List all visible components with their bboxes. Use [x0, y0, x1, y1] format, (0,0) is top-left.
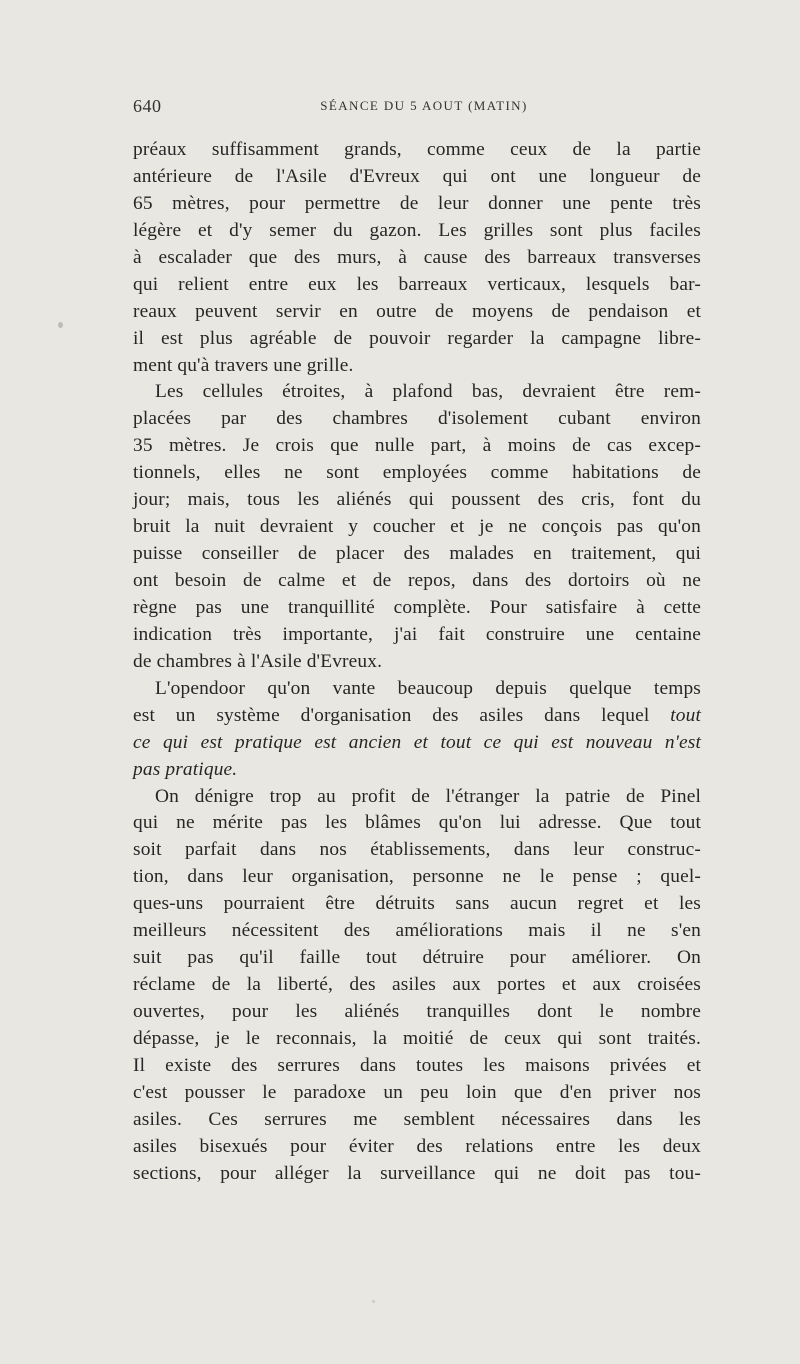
- paragraph-start-line: Les cellules étroites, à plafond bas, devraient être rem-: [155, 381, 701, 403]
- text-line: réclame de la liberté, des asiles aux portes et aux croisées: [133, 974, 701, 996]
- text-line: tionnels, elles ne sont employées comme habitations de: [133, 462, 701, 484]
- text-line: tion, dans leur organisation, personne ne le pense ; quel-: [133, 866, 701, 888]
- roman-text: est un système d'organisation des asiles dans lequel: [133, 704, 650, 726]
- running-title: SÉANCE DU 5 AOUT (MATIN): [320, 98, 528, 113]
- text-line: c'est pousser le paradoxe un peu loin que d'en priver nos: [133, 1081, 701, 1103]
- text-line: asiles. Ces serrures me semblent nécessaires dans les: [133, 1108, 701, 1130]
- text-line: préaux suffisamment grands, comme ceux de la partie: [133, 139, 701, 160]
- text-line: reaux peuvent servir en outre de moyens de pendaison et: [133, 300, 701, 322]
- text-line: dépasse, je le reconnais, la moitié de ceux qui sont traités.: [133, 1027, 701, 1049]
- text-line: 65 mètres, pour permettre de leur donner une pente très: [133, 192, 701, 214]
- page-header: [133, 96, 701, 120]
- text-line: bruit la nuit devraient y coucher et je ne conçois pas qu'on: [133, 516, 701, 538]
- text-line: meilleurs nécessitent des améliorations mais il ne s'en: [133, 920, 701, 942]
- text-line: ment qu'à travers une grille.: [133, 354, 354, 376]
- body-text: [133, 137, 701, 1188]
- text-line: qui ne mérite pas les blâmes qu'on lui adresse. Que tout: [133, 812, 701, 834]
- text-line: de chambres à l'Asile d'Evreux.: [133, 650, 383, 672]
- text-line: Il existe des serrures dans toutes les maisons privées et: [133, 1054, 701, 1076]
- paragraph-start-line: On dénigre trop au profit de l'étranger la patrie de Pinel: [155, 785, 701, 807]
- text-line: qui relient entre eux les barreaux verticaux, lesquels bar-: [133, 273, 701, 295]
- italic-line: pas pratique.: [133, 758, 238, 780]
- text-line: antérieure de l'Asile d'Evreux qui ont une longueur de: [133, 165, 701, 187]
- paper-speck: [372, 1300, 375, 1303]
- text-line: asiles bisexués pour éviter des relations entre les deux: [133, 1135, 701, 1157]
- text-line: règne pas une tranquillité complète. Pour satisfaire à cette: [133, 596, 701, 618]
- text-line: il est plus agréable de pouvoir regarder la campagne libre-: [133, 327, 701, 349]
- italic-line: ce qui est pratique est ancien et tout ce qui est nouveau n'est: [133, 731, 701, 753]
- text-line: indication très importante, j'ai fait construire une centaine: [133, 623, 701, 645]
- text-line: suit pas qu'il faille tout détruire pour améliorer. On: [133, 947, 701, 969]
- text-line: 35 mètres. Je crois que nulle part, à moins de cas excep-: [133, 435, 701, 457]
- text-line: légère et d'y semer du gazon. Les grilles sont plus faciles: [133, 219, 701, 241]
- paper-speck: [58, 322, 63, 328]
- text-line-with-italic: [133, 703, 701, 730]
- paragraph-start-line: L'opendoor qu'on vante beaucoup depuis quelque temps: [155, 677, 701, 699]
- text-line: ont besoin de calme et de repos, dans des dortoirs où ne: [133, 570, 701, 591]
- text-line: soit parfait dans nos établissements, dans leur construc-: [133, 839, 701, 861]
- text-line: placées par des chambres d'isolement cubant environ: [133, 408, 701, 430]
- page-number: 640: [133, 96, 162, 116]
- italic-text: tout: [670, 704, 701, 726]
- text-line: puisse conseiller de placer des malades en traitement, qui: [133, 543, 701, 565]
- text-line: ques-uns pourraient être détruits sans aucun regret et les: [133, 893, 701, 915]
- text-line: à escalader que des murs, à cause des barreaux transverses: [133, 246, 701, 268]
- text-line: ouvertes, pour les aliénés tranquilles dont le nombre: [133, 1001, 701, 1022]
- text-line: jour; mais, tous les aliénés qui poussent des cris, font du: [133, 489, 701, 511]
- text-line: sections, pour alléger la surveillance qui ne doit pas tou-: [133, 1162, 701, 1184]
